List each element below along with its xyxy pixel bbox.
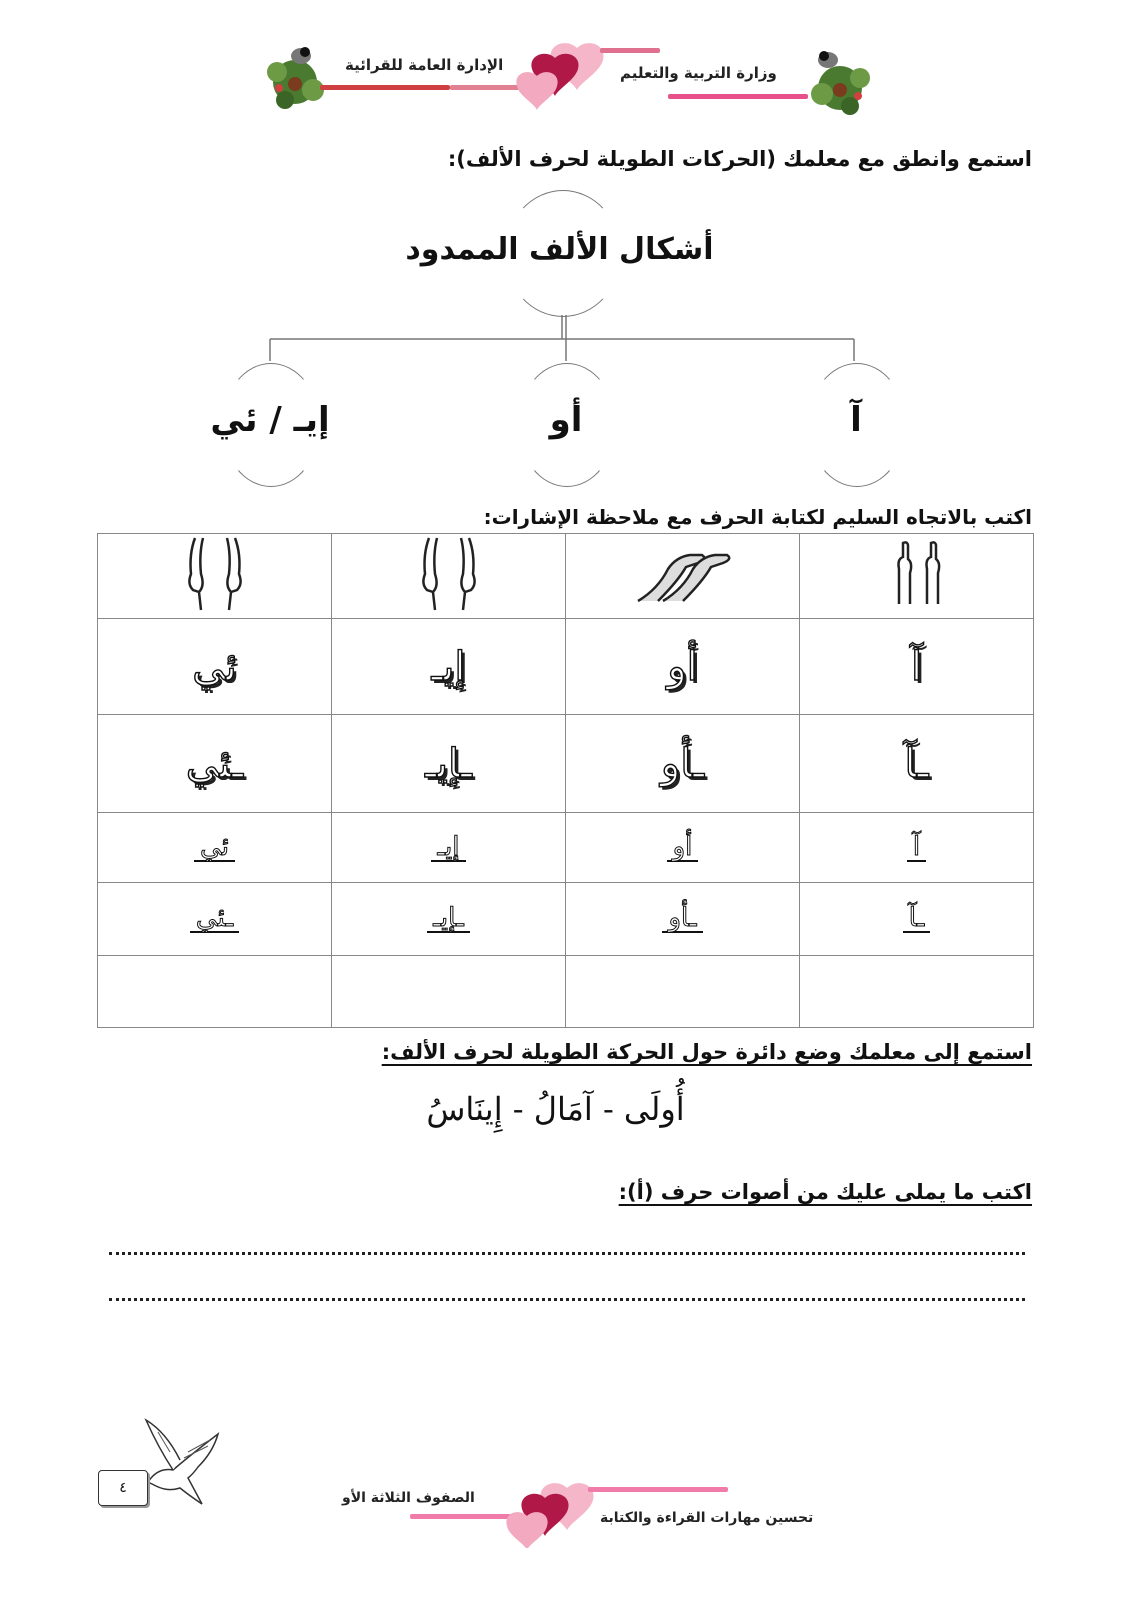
page-number-box [98,1470,148,1506]
section4-heading: اكتب ما يملى عليك من أصوات حرف (أ): [618,1180,1032,1204]
dotted-trace-letter: ـآ [903,905,931,933]
gesture-cell [800,534,1034,619]
table-row-blank [98,956,1034,1028]
connector-lines [260,315,860,365]
table-row-trace-isolated [98,813,1034,883]
outline-letter-cell [566,619,800,715]
trace-cell[interactable] [98,813,332,883]
outline-letter-cell [98,715,332,813]
hands-down-icon [175,534,255,614]
dotted-trace-letter: ـئي [190,905,239,933]
form-madda: آ [850,400,862,440]
section3-heading: استمع إلى معلمك وضع دائرة حول الحركة الطويلة لحرف الألف: [381,1040,1032,1064]
outline-letter: ـأو [660,740,705,787]
section2-heading: اكتب بالاتجاه السليم لكتابة الحرف مع ملاحظة الإشارات: [483,505,1032,529]
outline-letter: آ [910,643,923,690]
outline-letter: ـإيـ [425,740,472,787]
outline-letter: ئي [192,643,237,690]
section1-heading: استمع وانطق مع معلمك (الحركات الطويلة لحرف الألف): [447,147,1032,171]
tracing-table [97,533,1034,1028]
outline-letter-cell [332,715,566,813]
trace-cell[interactable] [98,883,332,956]
table-row-connected [98,715,1034,813]
trace-cell[interactable] [566,883,800,956]
header-bar [450,85,520,90]
flower-bird-icon [800,44,880,122]
dotted-trace-letter: إيـ [431,834,465,862]
outline-letter: ـئي [185,740,244,787]
trace-cell[interactable] [800,883,1034,956]
dictation-line-1[interactable] [109,1252,1025,1255]
words-to-circle[interactable]: أُولَى - آمَالُ - إِينَاسُ [426,1090,685,1128]
header-bar [320,85,450,90]
form-alef-ya: إيـ / ئي [210,400,330,440]
outline-letter-cell [800,715,1034,813]
table-row-trace-connected [98,883,1034,956]
dotted-trace-letter: ئي [194,834,235,862]
gesture-cell [98,534,332,619]
outline-letter-cell [566,715,800,813]
trace-cell[interactable] [332,813,566,883]
hands-down-icon [409,534,489,614]
outline-letter: إيـ [431,643,466,690]
diagram-title: أشكال الألف الممدود [405,232,714,267]
table-row-isolated [98,619,1034,715]
dotted-trace-letter: أو [667,834,699,862]
gesture-cell [566,534,800,619]
outline-letter-cell [332,619,566,715]
flower-bird-icon [255,42,335,114]
blank-writing-cell[interactable] [800,956,1034,1028]
header-bar [668,94,808,99]
dotted-trace-letter: آ [907,834,926,862]
gesture-cell [332,534,566,619]
hands-up-icon [877,539,957,609]
dictation-line-2[interactable] [109,1298,1025,1301]
trace-cell[interactable] [800,813,1034,883]
footer-bar [588,1487,728,1492]
header-left-text: الإدارة العامة للقرائية [345,56,504,74]
page-number: ٤ [119,1480,127,1496]
table-row-gestures [98,534,1034,619]
outline-letter-cell [800,619,1034,715]
trace-cell[interactable] [566,813,800,883]
blank-writing-cell[interactable] [566,956,800,1028]
hands-forward-icon [628,539,738,609]
form-alef-waw: أو [549,400,583,440]
trace-cell[interactable] [332,883,566,956]
footer-right-text: تحسين مهارات القراءة والكتابة [600,1510,814,1526]
header-right-text: وزارة التربية والتعليم [620,64,777,82]
blank-writing-cell[interactable] [332,956,566,1028]
outline-letter-cell [98,619,332,715]
dotted-trace-letter: ـإيـ [427,905,469,933]
outline-letter: أو [667,643,698,690]
dotted-trace-letter: ـأو [662,905,702,933]
footer-left-text: الصفوف الثلاثة الأو [342,1490,475,1506]
blank-writing-cell[interactable] [98,956,332,1028]
header-bar [600,48,660,53]
outline-letter: ـآ [904,740,929,787]
